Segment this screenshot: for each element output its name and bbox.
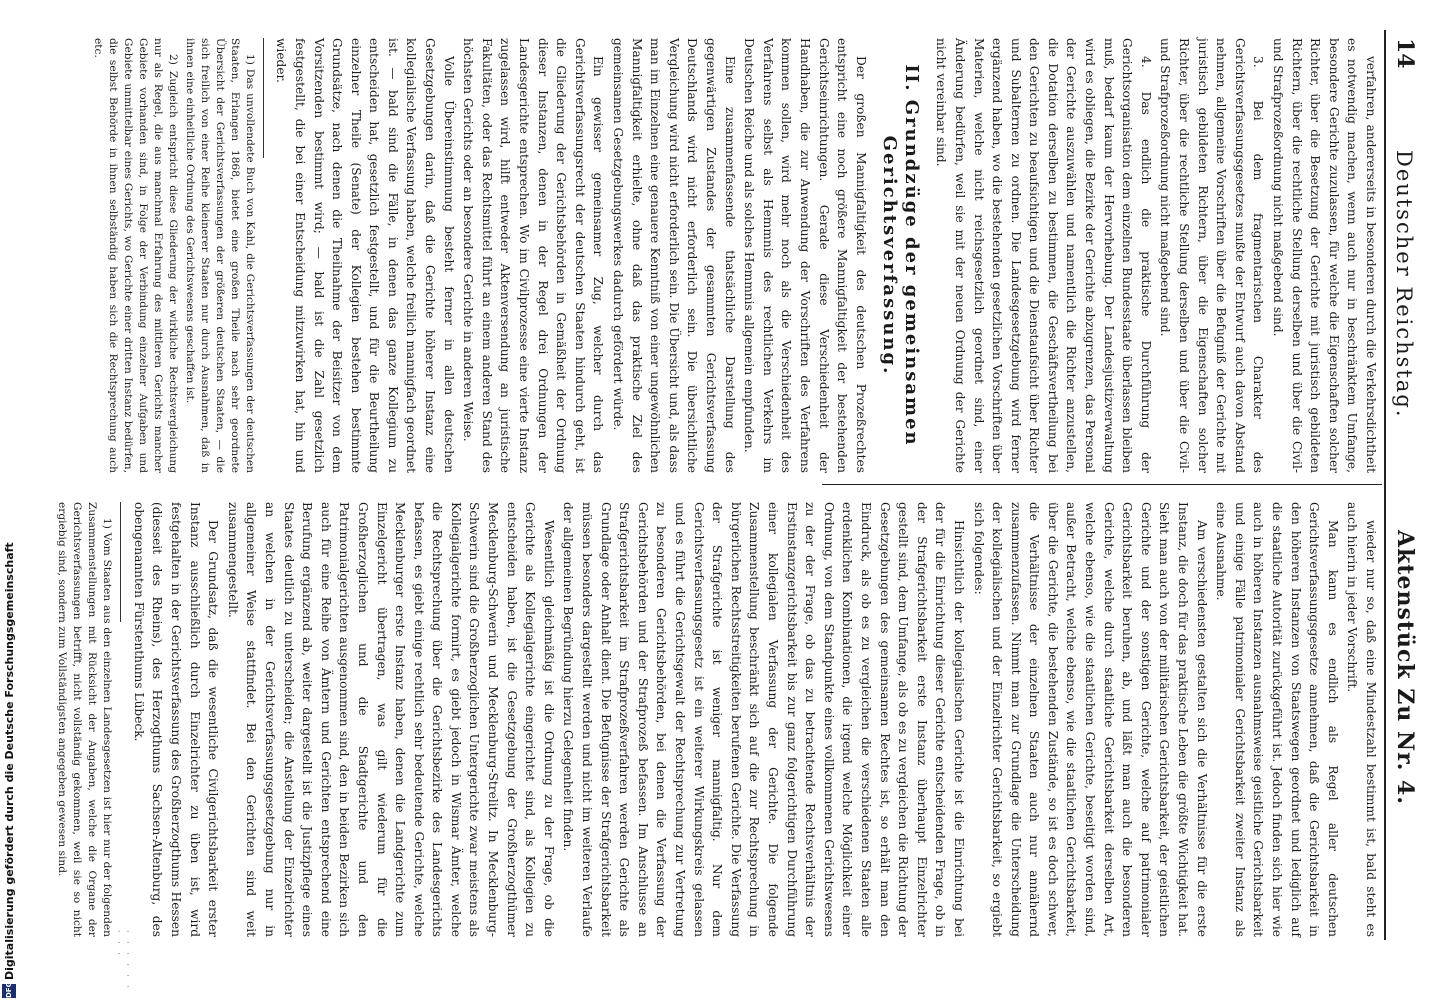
page-number: 14: [1392, 38, 1418, 69]
dfg-logo-icon: DFG: [2, 984, 16, 998]
section-heading-title: Grundzüge der gemeinsamen Gerichtsverfassung.: [878, 99, 922, 447]
footnote: 1) Vom Staaten aus den einzelnen Landesgesetzen ist hier nur der folgenden Zusammenstellungen mit Rücksicht der Angaben, welche die Organe der Gerichtsverfassungen betrifft, nicht vollständig gekommen, weil sie so nicht ergiebig sind, sondern zum Vollständigsten angegeben gewesen sind.: [56, 502, 114, 937]
paragraph: 3. Bei dem fragmentarischen Charakter des Gerichtsverfassungsgesetzes mußte der Entwurf auch davon Abstand nehmen, allgemeine Vorschriften über die Befugniß der Gerichte mit juristisch gebildeten Richtern, über die Eigenschaften solcher Richter, über die rechtliche Stellung derselben und über die Civil- und Strafprozeßordnung nicht maßgebend sind.: [1158, 38, 1266, 473]
section-heading-number: II.: [900, 64, 922, 92]
paragraph: Am verschiedensten gestalten sich die Verhältnisse für die erste Instanz, die doch für das praktische Leben die größte Wichtigkeit hat. Sieht man auch von der militärischen Gerichtsbarkeit, der geistlichen Gerichte und der sonstigen Gerichte, welche auf patrimonialer Gerichtsbarkeit beruhen, ab, und läßt man auch die besonderen Gerichte, welche durch staatliche Gerichtsbarkeit derselben Art, welche ebenso, wie die staatlichen Gerichte, beseitigt worden sind, außer Betracht, welche ebenso, wie die staatlichen Gerichtsbarkeit, über die Gerichte, die bestehenden Zustände, so ist es doch schwer, die Verhältnisse der einzelnen Staaten auch nur annähernd zusammenzufassen. Nimmt man zur Grundlage die Unterscheidung der kollegialischen und der Einzelrichter Gerichtsbarkeit, so ergiebt sich folgendes:: [971, 502, 1209, 937]
footnote: 1) Das unvollendete Buch von Kahl, die Gerichtsverfassungen der deutschen Staaten, Erlangen 1868, bietet eine großen Theile nach sehr geordnete Übersicht der Gerichtsverfassungen der größeren deutschen Staaten, — die sich freilich von einer Reihe kleinerer Staaten nur durch Ausnahmen, daß in ihnen eine einheitliche Ordnung des Gerichtswesens geschaffen ist.: [183, 38, 256, 473]
running-head-left: Deutscher Reichstag.: [1392, 150, 1416, 419]
funding-notice: [0, 0, 20, 1000]
footnote-rule: [263, 38, 264, 158]
paragraph: Der Grundsatz, daß die wesentliche Civilgerichtsbarkeit erster Instanz ausschließlich durch Einzelrichter zu üben ist, wird festgehalten in der Gerichtsverfassung des Großherzogthums Hessen (diesseit des Rheins), des Herzogthums Sachsen-Altenburg, des obengenannten Fürstenthums Lübeck.: [131, 502, 221, 937]
paragraph: Man kann es endlich als Regel aller deutschen Gerichtsverfassungsgesetze annehmen, daß die Gerichtsbarkeit in den höheren Instanzen von Staatswegen geordnet und lediglich auf die staatliche Autorität zurückgeführt ist. Jedoch finden sich hier wie auch in höheren Instanzen ausnahmsweise geistliche Gerichtsbarkeit und einige Fälle patrimonialer Gerichtsbarkeit zweiter Instanz als eine Ausnahme.: [1214, 502, 1340, 937]
footnote: 2) Zugleich entspricht diese Gliederung der wirkliche Rechtsvergleichung nur als Regel, die aus manchmal Erfahrung des mittleren Gerichts mancher Gebiete vorhanden sind, in Folge der Verbindung einzelner Aufgaben und Gebiete unmittelbar eines Gerichts, wo Gerichte einer dritten Instanz bedürfen, die selbst Behörde in ihnen selbständig haben sich die Rechtsprechung auch etc.: [91, 38, 179, 473]
right-column: [52, 502, 1380, 937]
scan-edge-marks: · · · · · · · · ·: [114, 930, 132, 991]
running-head-right: Aktenstück Zu Nr. 4.: [1392, 530, 1418, 805]
paragraph: 4. Das endlich die praktische Durchführung der Gerichtsorganisation dem einzelnen Bundesstaate überlassen bleiben muß, bedarf kaum der Hervorhebung. Der Landesjustizverwaltung wird es obliegen, die Bezirke der Gerichte abzugrenzen, das Personal der Gerichte auszuwählen und namentlich die Richter anzustellen, die Dotation derselben zu bestimmen, die Geschäftsvertheilung bei den Gerichten zu beaufsichtigen und die Dienstaufsicht über Richter und Subalternen zu ordnen. Die Landesgesetzgebung wird ferner ergänzend haben, wo die bestehenden gesetzlichen Vorschriften über Materien, welche nicht reichsgesetzlich geordnet sind, einer Änderung bedürfen, weil sie mit der neuen Ordnung der Gerichte nicht vereinbar sind.: [934, 38, 1153, 473]
funding-text: Digitalisierung gefördert durch die Deutsche Forschungsgemeinschaft: [3, 542, 16, 980]
footnote-rule: [120, 502, 121, 622]
page-header: [1384, 30, 1424, 970]
paragraph: verfahren, andererseits in besonderen durch die Verkehrsdichtheit es notwendig machen, wenn auch nur in beschränktem Umfange, besondere Gerichte zuzulassen, für welche die Eigenschaften solcher Richter, über die Besetzung der Gerichte mit juristisch gebildeten Richtern, über die rechtliche Stellung derselben und über die Civil- und Strafprozeßordnung nicht maßgebend sind.: [1271, 38, 1378, 473]
paragraph: Wesentlich gleichmäßig ist die Ordnung zu der Frage, ob die Gerichte als Kollegialgerichte eingerichtet sind, als Kollegien zu entscheiden haben, ist die Gesetzgebung der Großherzogthümer Mecklenburg-Schwerin und Mecklenburg-Strelitz. In Mecklenburg-Schwerin sind die Großherzoglichen Untergerichte zwar meistens als Kollegialgerichte formirt, es giebt jedoch in Wismar Ämter, welche die Rechtsprechung über die Gerichtsbezirke des Landesgerichts befassen, es giebt einige rechtlich sehr bedeutende Gerichte, welche Mecklenburger erste Instanz haben, denen die Landgerichte zum Einzelgericht übertragen, was gilt wiederum für die Großherzoglichen und die Stadtgerichte und den Patrimonialgerichten ausgenommen sind, den in beiden Bezirken sich auch für eine Reihe von Ämtern und Gerichten entsprechend eine Berufung ergänzend ab, weiter dargestellt ist die Justizpflege eines Staates deutlich zu unterscheiden; die Anstellung der Einzelrichter an welchen in der Gerichtsverfassungsgesetzgebung nur in allgemeiner Weise stattfindet. Bei den Gerichten sind weit zusammengestellt.: [225, 502, 556, 937]
paragraph: Hinsichtlich der kollegialischen Gerichte ist die Einrichtung bei der für die Einrichtung dieser Gerichte entscheidenden Frage, ob in der Strafgerichtsbarkeit erste Instanz überhaupt Einzelrichter gestellt sind, dem Umfange, als ob es zu vergleichen die Richtung der Gesetzgebungen des gemeinsamen Rechtes ist, so erhält man den Eindruck, als ob es zu vergleichen die verschiedenen Staaten alle erdenklichen Kombinationen, die irgend welche Möglichkeit einer Ordnung, von dem Standpunkte eines vollkommenen Gerichtswesens zu der der Frage, ob das zu betrachtende Rechtsverhältnis der Erstinstanzgerichtsbarkeit bis zur ganz folgerichtigen Durchführung einer kollegialen Verfassung der Gerichte. Die folgende Zusammenstellung beschränkt sich auf die zur Rechtsprechung in bürgerlichen Rechtsstreitigkeiten berufenen Gerichte. Die Verfassung der Strafgerichte ist weniger mannigfaltig. Nur dem Gerichtsverfassungsgesetz ist ein weiterer Wirkungskreis gelassen und es führt die Gerichtsgewalt der Rechtsprechung zur Vertretung zu besonderen Gerichtsbehörden, bei denen die Verfassung der Gerichtsbehörden und der Strafprozeß befassen. Im Anschlusse an Strafgerichtsbarkeit im Strafprozeßverfahren werden Gerichte als Grundlage oder Anhalt dient. Die Befugnisse der Strafgerichtsbarkeit müssen besonders dargestellt werden und nicht im weiteren Verlaufe der allgemeinen Begründung hierzu Gelegenheit finden.: [561, 502, 966, 937]
paragraph: Volle Übereinstimmung besteht ferner in allen deutschen Gesetzgebungen darin, daß die Gerichte höherer Instanz eine kollegialische Verfassung haben, welche freilich mannigfach geordnet ist. — bald sind die Fälle, in denen das ganze Kollegium zu entscheiden hat, gesetzlich festgestellt, und für die Beurtheilung einzelner Theile (Senate) der Kollegien bestehen bestimmte Grundsätze, nach denen die Theilnahme der Beisitzer von dem Vorsitzenden bestimmt wird; — bald ist die Zahl gesetzlich festgestellt, die bei einer Entscheidung mitzuwirken hat, hin und wieder.: [274, 38, 456, 473]
header-rule: [1384, 30, 1386, 940]
paragraph: Der großen Mannigfaltigkeit des deutschen Prozeßrechtes entspricht eine noch größere Mannigfaltigkeit der bestehenden Gerichtseinrichtungen. Gerade diese Verschiedenheit der Handhaben, die zur Anwendung der Vorschriften des Verfahrens kommen sollen, wird mehr noch als die Verschiedenheit des Verfahrens selbst als Hemmnis des rechtlichen Verkehrs im Deutschen Reiche und als solches Hemmnis allgemein empfunden.: [742, 38, 868, 473]
paragraph: Ein gewisser gemeinsamer Zug, welcher durch das Gerichtsverfassungsrecht der deutschen Staaten hindurch geht, ist die Gliederung der Gerichtsbehörden in Gemäßheit der Ordnung dieser Instanzen, denen in der Regel drei Ordnungen der Landesgerichte entsprechen. Wo im Civilprozesse eine vierte Instanz zugelassen wird, hilft entweder Aktenversendung an juristische Fakultäten, oder das Rechtsmittel führt an einem anderen Stand des höchsten Gerichts oder an besondere Gerichte in anderen Weise.: [461, 38, 606, 473]
paragraph: wieder nur so, daß eine Mindestzahl bestimmt ist, bald steht es auch hierin in jeder Vorschrift.: [1345, 502, 1378, 937]
section-heading: [878, 38, 922, 473]
left-column: [88, 38, 1380, 473]
paragraph: Eine zusammenfassende thatsächliche Darstellung des gegenwärtigen Zustandes der gesammten Gerichtsverfassung Deutschlands wird nicht erforderlich sein. Die übersichtliche Vergleichung wird nicht erforderlich sein. Die Übersicht und, als dass man im Einzelnen eine genauere Kenntniß von einer ungewöhnlichen Mannigfaltigkeit erhielte, ohne daß das praktische Ziel des gemeinsamen Gesetzgebungswerkes dadurch gefördert würde.: [611, 38, 737, 473]
column-divider: [822, 484, 1382, 485]
